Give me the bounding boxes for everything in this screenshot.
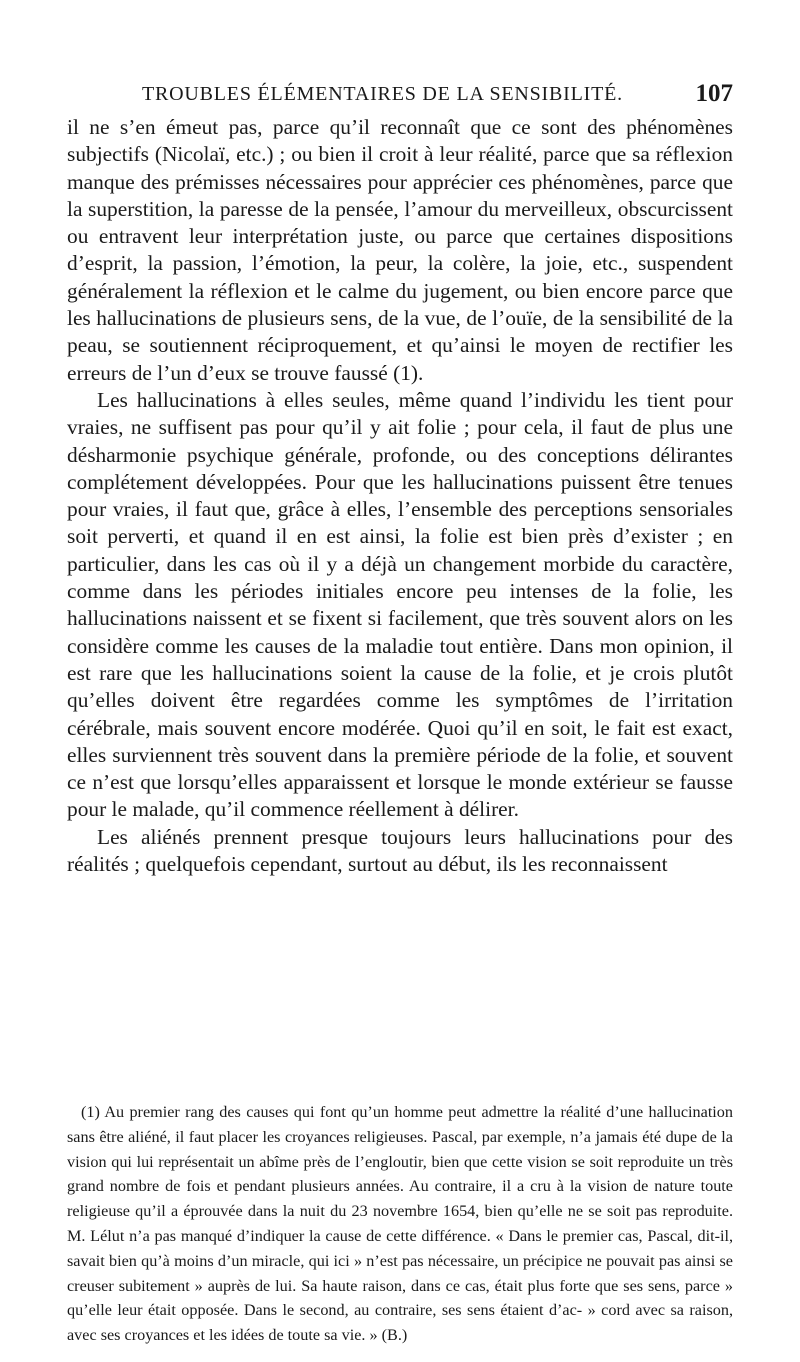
running-head: TROUBLES ÉLÉMENTAIRES DE LA SENSIBILITÉ.	[142, 83, 623, 105]
body-text	[67, 114, 733, 878]
page-header	[67, 80, 733, 108]
page-number: 107	[695, 80, 733, 107]
paragraph-3: Les aliénés prennent presque toujours leurs hallucinations pour des réalités ; quelquefois cependant, surtout au début, ils les reconnaissent	[67, 824, 733, 877]
footnote: (1) Au premier rang des causes qui font qu’un homme peut admettre la réalité d’une hallucination sans être aliéné, il faut placer les croyances religieuses. Pascal, par exemple, n’a jamais été dupe de la vision qui lui représentait un abîme près de l’engloutir, bien que cette vision se soit reproduite un très grand nombre de fois et pendant plusieurs années. Au contraire, il a cru à la vision de nature toute religieuse qu’il a éprouvée dans la nuit du 23 novembre 1654, bien qu’elle ne se soit pas reproduite. M. Lélut n’a pas manqué d’indiquer la cause de cette différence. « Dans le premier cas, Pascal, dit-il, savait bien qu’à moins d’un miracle, qui ici » n’est pas nécessaire, un précipice ne pouvait pas ainsi se creuser subitement » auprès de lui. Sa haute raison, dans ce cas, était plus forte que ses sens, parce » qu’elle leur était opposée. Dans le second, au contraire, ses sens étaient d’ac- » cord avec sa raison, avec ses croyances et les idées de toute sa vie. » (B.)	[67, 1103, 733, 1345]
paragraph-1: il ne s’en émeut pas, parce qu’il reconnaît que ce sont des phénomènes subjectifs (Nicolaï, etc.) ; ou bien il croit à leur réalité, parce que sa réflexion manque des prémisses nécessaires pour apprécier ces phénomènes, parce que la superstition, la paresse de la pensée, l’amour du merveilleux, obscurcissent ou entravent leur interprétation juste, ou parce que certaines dispositions d’esprit, la passion, l’émotion, la peur, la colère, la joie, etc., suspendent généralement la réflexion et le calme du jugement, ou bien encore parce que les hallucinations de plusieurs sens, de la vue, de l’ouïe, de la sensibilité de la peau, se soutiennent réciproquement, et qu’ainsi le moyen de rectifier les erreurs de l’un d’eux se trouve faussé (1).	[67, 115, 733, 385]
paragraph-2: Les hallucinations à elles seules, même quand l’individu les tient pour vraies, ne suffisent pas pour qu’il y ait folie ; pour cela, il faut de plus une désharmonie psychique générale, profonde, ou des conceptions délirantes complétement développées. Pour que les hallucinations puissent être tenues pour vraies, il faut que, grâce à elles, l’ensemble des perceptions sensoriales soit perverti, et quand il en est ainsi, la folie est bien près d’exister ; en particulier, dans les cas où il y a déjà un changement morbide du caractère, comme dans les périodes initiales encore peu intenses de la folie, les hallucinations naissent et se fixent si facilement, que très souvent alors on les considère comme les causes de la maladie tout entière. Dans mon opinion, il est rare que les hallucinations soient la cause de la folie, et je crois plutôt qu’elles doivent être regardées comme les symptômes de l’irritation cérébrale, mais souvent encore modérée. Quoi qu’il en soit, le fait est exact, elles surviennent très souvent dans la première période de la folie, et souvent ce n’est que lorsqu’elles apparaissent et lorsque le monde extérieur se fausse pour le malade, qu’il commence réellement à délirer.	[67, 387, 733, 822]
